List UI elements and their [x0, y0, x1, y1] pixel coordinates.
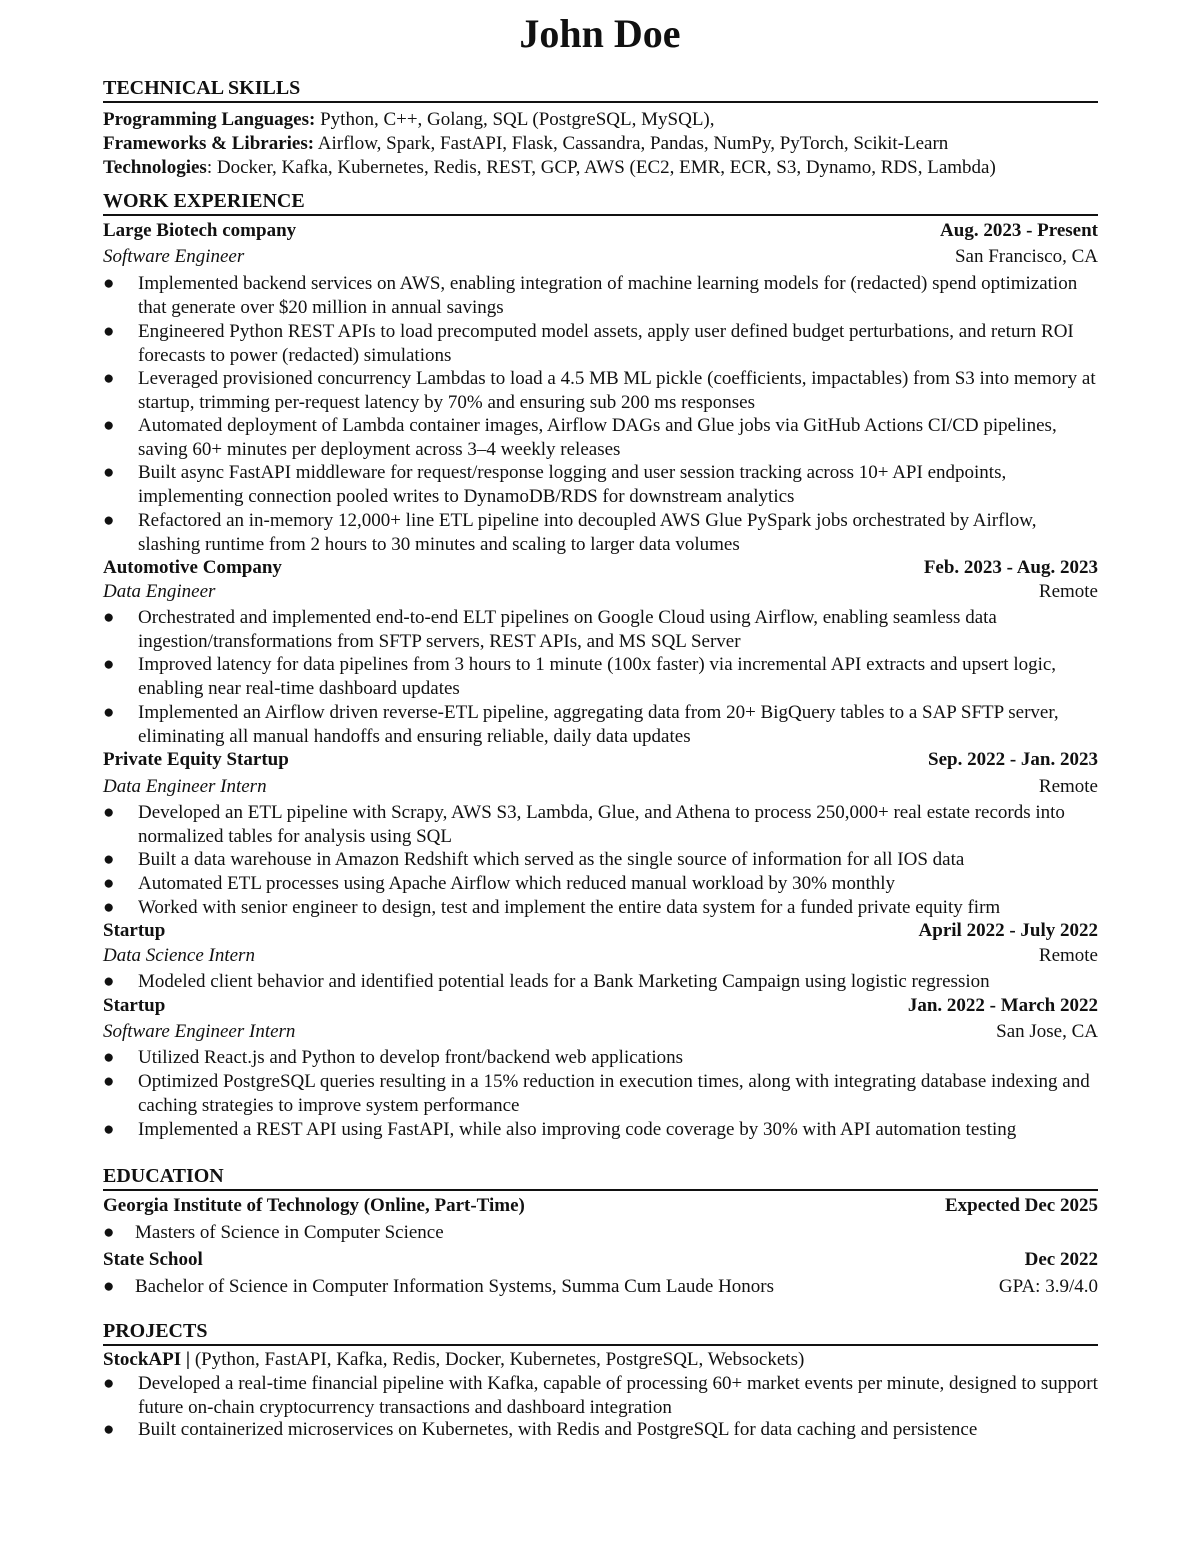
skill-label: Technologies — [103, 157, 207, 178]
bullet-icon: ● — [103, 462, 115, 483]
candidate-name: John Doe — [519, 11, 681, 56]
bullet-text: Utilized React.js and Python to develop front/backend web applications — [138, 1047, 684, 1068]
section-work-experience: WORK EXPERIENCE — [103, 189, 1098, 216]
job-role: Software Engineer Intern — [103, 1021, 296, 1042]
bullet-icon: ● — [103, 897, 115, 918]
job-subheader — [103, 775, 1098, 799]
job-subheader — [103, 245, 1098, 269]
bullet-icon: ● — [103, 1373, 115, 1394]
bullet-text: Orchestrated and implemented end-to-end ELT pipelines on Google Cloud using Airflow, enabling seamless data ingestion/transformations from SFTP servers, REST APIs, and MS SQL Server — [138, 607, 997, 652]
job-header — [103, 748, 1098, 772]
education-header — [103, 1248, 1098, 1272]
bullet-icon: ● — [103, 1419, 115, 1440]
job-dates: April 2022 - July 2022 — [918, 920, 1098, 941]
job-company: Automotive Company — [103, 557, 282, 578]
project-tech: (Python, FastAPI, Kafka, Redis, Docker, Kubernetes, PostgreSQL, Websockets) — [190, 1349, 805, 1370]
job-subheader — [103, 1020, 1098, 1044]
bullet-text: Leveraged provisioned concurrency Lambdas to load a 4.5 MB ML pickle (coefficients, impactables) from S3 into memory at startup, trimming per-request latency by 70% and ensuring sub 200 ms responses — [138, 368, 1096, 413]
bullet-icon: ● — [103, 510, 115, 531]
bullet-text: Developed a real-time financial pipeline with Kafka, capable of processing 60+ market events per minute, designed to support future on-chain cryptocurrency transactions and dashboard integration — [138, 1373, 1098, 1418]
skill-line — [103, 132, 1098, 156]
skill-value: Airflow, Spark, FastAPI, Flask, Cassandra, Pandas, NumPy, PyTorch, Scikit-Learn — [314, 133, 949, 154]
job-role: Data Engineer — [103, 581, 216, 602]
job-dates: Jan. 2022 - March 2022 — [907, 995, 1098, 1016]
job-header — [103, 219, 1098, 243]
job-company: Startup — [103, 920, 166, 941]
job-location: Remote — [1038, 581, 1098, 602]
bullet-text: Implemented backend services on AWS, enabling integration of machine learning models for (redacted) spend optimization that generate over $20 million in annual savings — [138, 273, 1078, 318]
bullet-icon: ● — [103, 654, 115, 675]
bullet-icon: ● — [103, 702, 115, 723]
bullet-text: Improved latency for data pipelines from 3 hours to 1 minute (100x faster) via incremental API extracts and upsert logic, enabling near real-time dashboard updates — [138, 654, 1057, 699]
bullet-text: Built containerized microservices on Kubernetes, with Redis and PostgreSQL for data caching and persistence — [138, 1419, 978, 1440]
bullet-icon: ● — [103, 1047, 115, 1068]
job-header — [103, 994, 1098, 1018]
job-dates: Aug. 2023 - Present — [940, 220, 1098, 241]
skill-value: Python, C++, Golang, SQL (PostgreSQL, MySQL), — [315, 109, 715, 130]
section-technical-skills: TECHNICAL SKILLS — [103, 76, 1098, 103]
job-subheader — [103, 580, 1098, 604]
job-header — [103, 556, 1098, 580]
bullet-icon: ● — [103, 321, 115, 342]
education-header — [103, 1194, 1098, 1218]
degree-text: Masters of Science in Computer Science — [135, 1222, 444, 1243]
bullet-text: Implemented a REST API using FastAPI, while also improving code coverage by 30% with API automation testing — [138, 1119, 1017, 1140]
job-subheader — [103, 944, 1098, 968]
job-location: Remote — [1038, 776, 1098, 797]
job-company: Large Biotech company — [103, 220, 297, 241]
bullet-text: Automated deployment of Lambda container images, Airflow DAGs and Glue jobs via GitHub Actions CI/CD pipelines, saving 60+ minutes per deployment across 3–4 weekly releases — [138, 415, 1057, 460]
skill-label: Programming Languages: — [103, 109, 316, 130]
school-name: State School — [103, 1249, 203, 1270]
education-date: Expected Dec 2025 — [944, 1195, 1098, 1216]
job-role: Data Engineer Intern — [103, 776, 267, 797]
project-header — [103, 1348, 1098, 1372]
job-location: San Francisco, CA — [954, 246, 1098, 267]
bullet-icon: ● — [103, 873, 115, 894]
bullet-icon: ● — [103, 849, 115, 870]
bullet-icon: ● — [103, 273, 115, 294]
job-header — [103, 919, 1098, 943]
bullet-icon: ● — [103, 607, 115, 628]
bullet-text: Built async FastAPI middleware for request/response logging and user session tracking across 10+ API endpoints, implementing connection pooled writes to DynamoDB/RDS for downstream analytics — [138, 462, 1007, 507]
job-location: Remote — [1038, 945, 1098, 966]
gpa-text: GPA: 3.9/4.0 — [998, 1276, 1098, 1297]
bullet-text: Built a data warehouse in Amazon Redshift which served as the single source of information for all IOS data — [138, 849, 965, 870]
skill-value: : Docker, Kafka, Kubernetes, Redis, REST, GCP, AWS (EC2, EMR, ECR, S3, Dynamo, RDS, Lambda) — [206, 157, 996, 178]
job-role: Software Engineer — [103, 246, 245, 267]
bullet-icon: ● — [103, 971, 115, 992]
section-education: EDUCATION — [103, 1164, 1098, 1191]
bullet-icon: ● — [103, 1276, 115, 1297]
bullet-text: Implemented an Airflow driven reverse-ETL pipeline, aggregating data from 20+ BigQuery tables to a SAP SFTP server, eliminating all manual handoffs and ensuring reliable, daily data updates — [138, 702, 1059, 747]
bullet-text: Worked with senior engineer to design, test and implement the entire data system for a funded private equity firm — [138, 897, 1001, 918]
bullet-text: Refactored an in-memory 12,000+ line ETL pipeline into decoupled AWS Glue PySpark jobs orchestrated by Airflow, slashing runtime from 2 hours to 30 minutes and scaling to larger data volumes — [138, 510, 1037, 555]
section-projects: PROJECTS — [103, 1319, 1098, 1346]
job-location: San Jose, CA — [996, 1021, 1098, 1042]
school-name: Georgia Institute of Technology (Online, Part-Time) — [103, 1195, 525, 1216]
bullet-icon: ● — [103, 1071, 115, 1092]
bullet-icon: ● — [103, 802, 115, 823]
skill-label: Frameworks & Libraries: — [103, 133, 315, 154]
skill-line — [103, 156, 1098, 180]
project-name: StockAPI | — [103, 1349, 191, 1370]
bullet-text: Automated ETL processes using Apache Airflow which reduced manual workload by 30% monthly — [138, 873, 896, 894]
bullet-icon: ● — [103, 368, 115, 389]
job-company: Startup — [103, 995, 166, 1016]
job-dates: Sep. 2022 - Jan. 2023 — [928, 749, 1098, 770]
bullet-text: Optimized PostgreSQL queries resulting in a 15% reduction in execution times, along with integrating database indexing and caching strategies to improve system performance — [138, 1071, 1090, 1116]
bullet-icon: ● — [103, 1222, 115, 1243]
bullet-text: Engineered Python REST APIs to load precomputed model assets, apply user defined budget perturbations, and return ROI forecasts to power (redacted) simulations — [138, 321, 1074, 366]
bullet-icon: ● — [103, 1119, 115, 1140]
bullet-icon: ● — [103, 415, 115, 436]
degree-text: Bachelor of Science in Computer Information Systems, Summa Cum Laude Honors — [135, 1276, 775, 1297]
job-dates: Feb. 2023 - Aug. 2023 — [923, 557, 1098, 578]
education-date: Dec 2022 — [1024, 1249, 1098, 1270]
job-role: Data Science Intern — [103, 945, 255, 966]
skill-line — [103, 108, 1098, 132]
bullet-text: Developed an ETL pipeline with Scrapy, AWS S3, Lambda, Glue, and Athena to process 250,000+ real estate records into normalized tables for analysis using SQL — [138, 802, 1065, 847]
job-company: Private Equity Startup — [103, 749, 289, 770]
bullet-text: Modeled client behavior and identified potential leads for a Bank Marketing Campaign using logistic regression — [138, 971, 990, 992]
